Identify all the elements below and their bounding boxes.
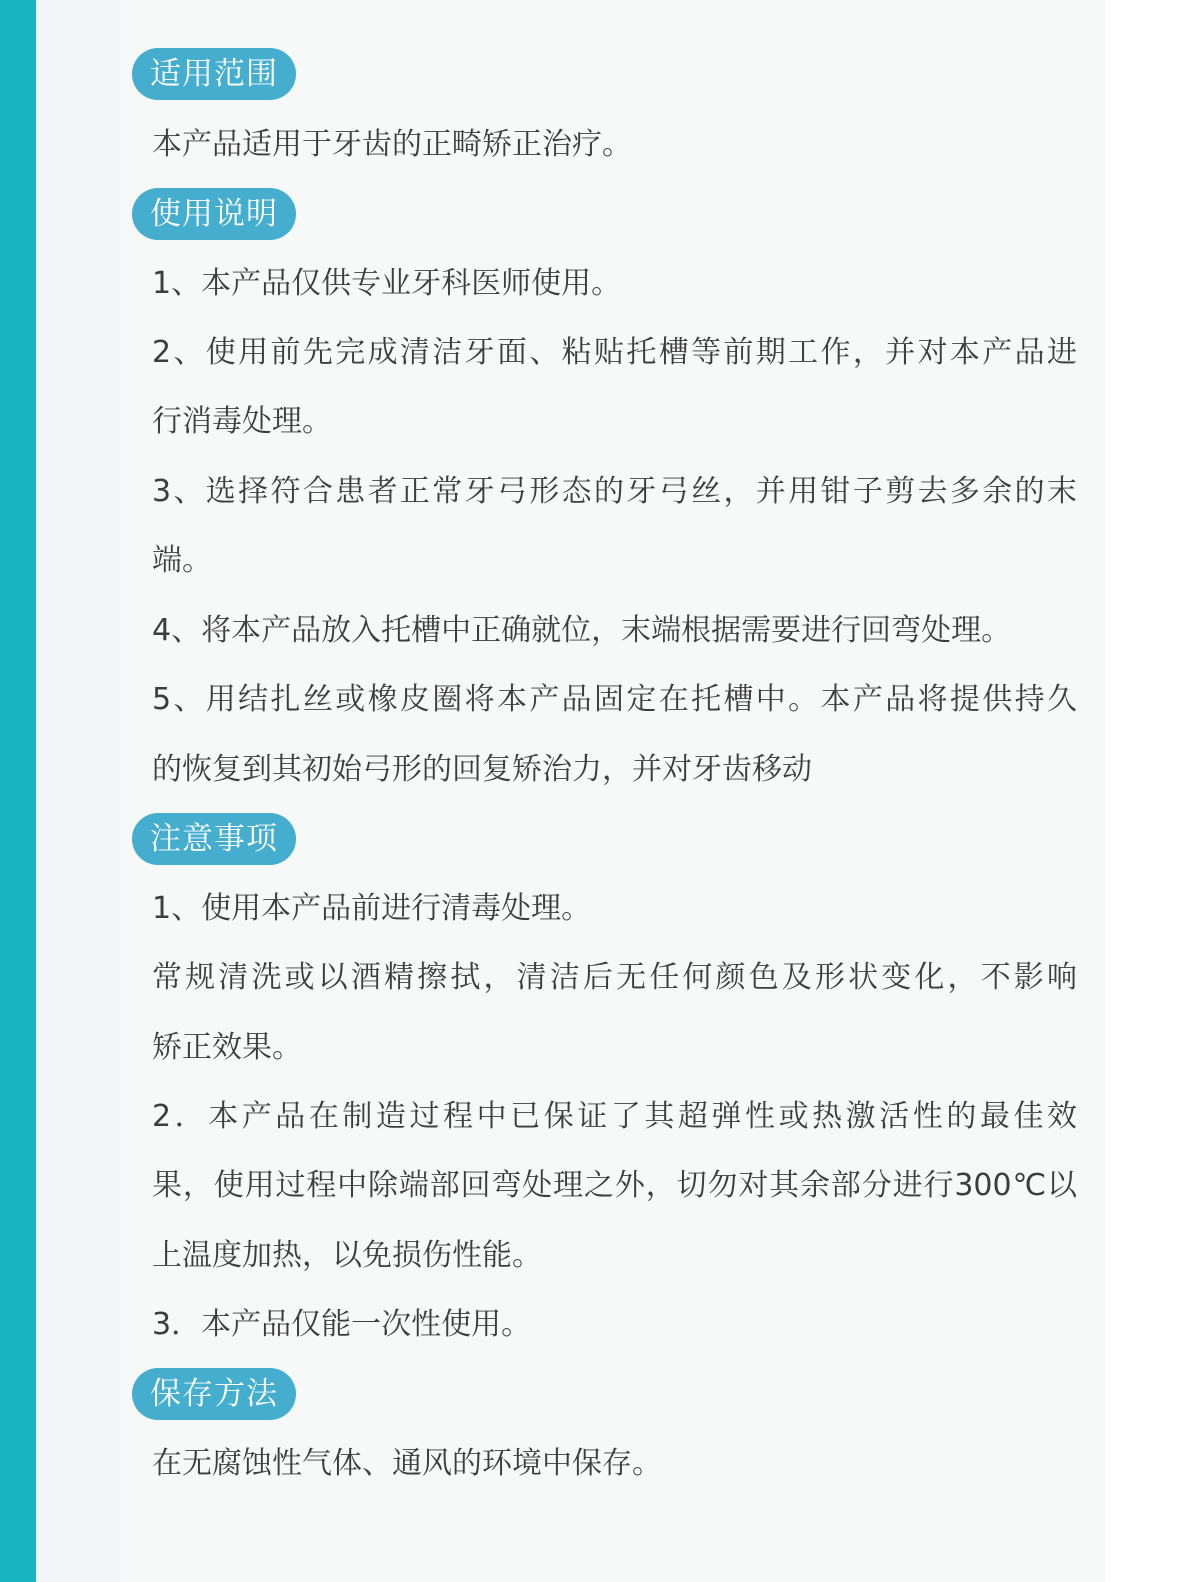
right-margin xyxy=(1105,0,1200,1582)
precaution-line: 2．本产品在制造过程中已保证了其超弹性或热激活性的最佳效 xyxy=(152,1099,1077,1134)
instruction-line: 1、本产品仅供专业牙科医师使用。 xyxy=(152,266,622,301)
left-accent-bar xyxy=(0,0,36,1582)
storage-text: 在无腐蚀性气体、通风的环境中保存。 xyxy=(152,1446,662,1481)
precaution-line: 常规清洗或以酒精擦拭，清洁后无任何颜色及形状变化，不影响 xyxy=(152,960,1077,995)
instruction-line: 2、使用前先完成清洁牙面、粘贴托槽等前期工作，并对本产品进 xyxy=(152,335,1077,370)
section-heading-scope: 适用范围 xyxy=(132,48,296,100)
instruction-line: 行消毒处理。 xyxy=(152,404,332,439)
precaution-line: 上温度加热，以免损伤性能。 xyxy=(152,1238,542,1273)
precaution-line: 果，使用过程中除端部回弯处理之外，切勿对其余部分进行300℃以 xyxy=(152,1168,1077,1203)
precaution-line: 3．本产品仅能一次性使用。 xyxy=(152,1307,532,1342)
instruction-line: 的恢复到其初始弓形的回复矫治力，并对牙齿移动 xyxy=(152,752,812,787)
instruction-line: 4、将本产品放入托槽中正确就位，末端根据需要进行回弯处理。 xyxy=(152,613,1012,648)
section-heading-instructions: 使用说明 xyxy=(132,188,296,240)
precaution-line: 矫正效果。 xyxy=(152,1030,302,1065)
section-heading-storage: 保存方法 xyxy=(132,1368,296,1420)
scope-text: 本产品适用于牙齿的正畸矫正治疗。 xyxy=(152,127,632,162)
instruction-line: 3、选择符合患者正常牙弓形态的牙弓丝，并用钳子剪去多余的末 xyxy=(152,474,1077,509)
instruction-line: 端。 xyxy=(152,543,212,578)
section-heading-precautions: 注意事项 xyxy=(132,813,296,865)
instruction-line: 5、用结扎丝或橡皮圈将本产品固定在托槽中。本产品将提供持久 xyxy=(152,682,1077,717)
precaution-line: 1、使用本产品前进行清毒处理。 xyxy=(152,891,592,926)
